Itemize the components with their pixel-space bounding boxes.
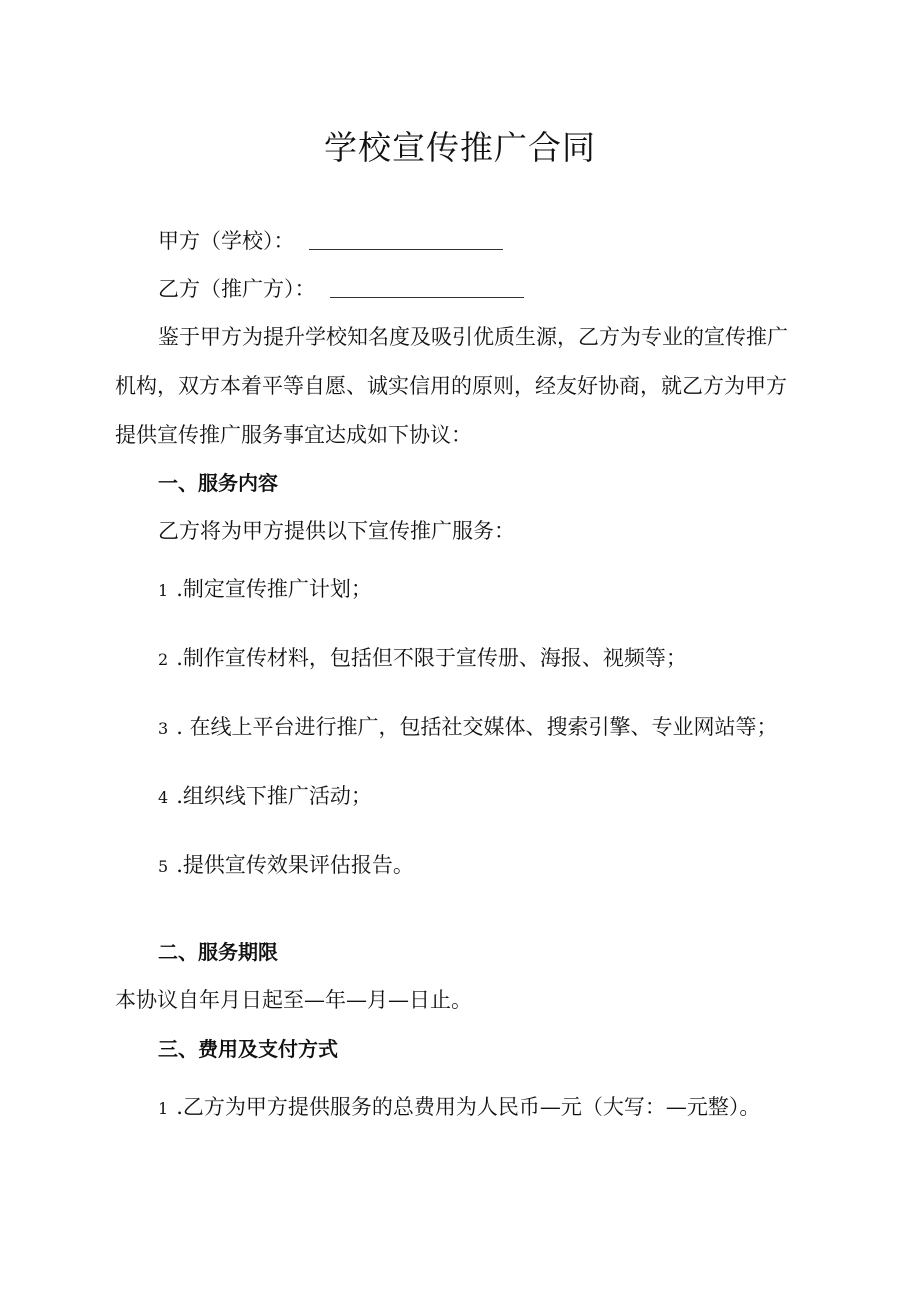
service-item <box>158 574 372 606</box>
section-1-heading: 一、服务内容 <box>158 471 278 495</box>
preamble-line-3: 提供宣传推广服务事宜达成如下协议： <box>115 423 472 447</box>
item-number: 4 <box>158 788 169 807</box>
section-3-heading: 三、费用及支付方式 <box>158 1037 338 1061</box>
item-number: 3 <box>158 719 169 738</box>
item-text: .制定宣传推广计划； <box>176 577 372 601</box>
party-b-line <box>158 274 524 304</box>
preamble-line-2: 机构，双方本着平等自愿、诚实信用的原则，经友好协商，就乙方为甲方 <box>115 374 787 398</box>
item-number: 5 <box>158 857 169 876</box>
preamble-line-1: 鉴于甲方为提升学校知名度及吸引优质生源，乙方为专业的宣传推广 <box>158 325 788 349</box>
item-text: .乙方为甲方提供服务的总费用为人民币—元（大写：—元整）。 <box>176 1095 761 1119</box>
service-item <box>158 643 687 675</box>
item-number: 1 <box>158 581 169 600</box>
item-number: 1 <box>158 1099 169 1118</box>
item-text: . 在线上平台进行推广，包括社交媒体、搜索引擎、专业网站等； <box>176 715 778 739</box>
party-b-label: 乙方（推广方）： <box>158 277 316 301</box>
service-item <box>158 712 778 744</box>
party-a-line <box>158 226 503 256</box>
party-a-blank <box>309 227 503 250</box>
service-item <box>158 850 414 882</box>
party-b-blank <box>330 275 524 298</box>
party-a-label: 甲方（学校）： <box>158 229 295 253</box>
section-2-heading: 二、服务期限 <box>158 940 278 964</box>
item-number: 2 <box>158 650 169 669</box>
service-item <box>158 781 372 813</box>
section-2-text: 本协议自年月日起至—年—月—日止。 <box>115 988 472 1012</box>
item-text: .制作宣传材料，包括但不限于宣传册、海报、视频等； <box>176 646 687 670</box>
item-text: .组织线下推广活动； <box>176 784 372 808</box>
item-text: .提供宣传效果评估报告。 <box>176 853 414 877</box>
section-1-intro: 乙方将为甲方提供以下宣传推广服务： <box>158 519 515 543</box>
fee-item <box>158 1092 760 1124</box>
document-title: 学校宣传推广合同 <box>324 128 596 167</box>
